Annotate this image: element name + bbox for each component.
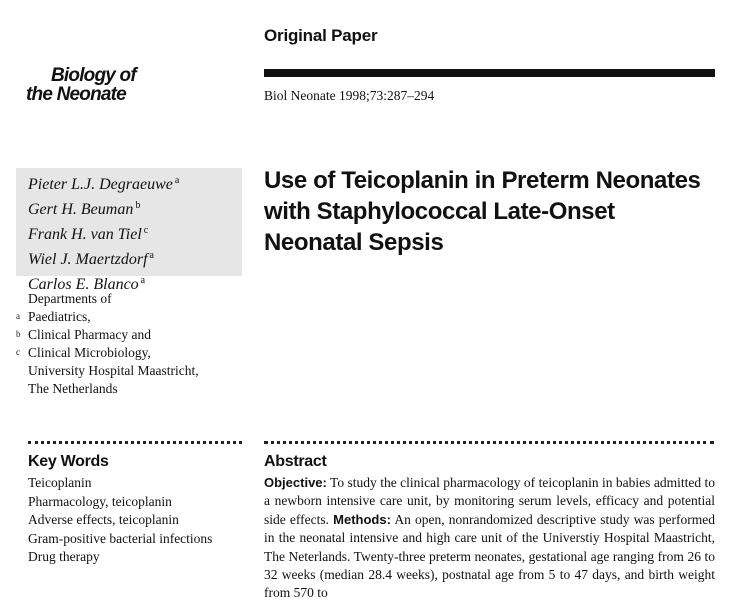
affiliations (14, 290, 249, 398)
affiliation-text: University Hospital Maastricht, (28, 363, 199, 378)
author-name: Wiel J. Maertzdorf (28, 251, 148, 268)
affiliation-text: Departments of (28, 291, 112, 306)
affiliation-mark: a (16, 311, 20, 321)
affiliation-text: The Netherlands (28, 381, 118, 396)
affiliation-mark: c (143, 225, 149, 236)
author-name: Pieter L.J. Degraeuwe (28, 176, 173, 193)
methods-text: An open, nonrandomized descriptive study was performed in the neonatal intensive and high care unit of the Universtiy Hospital Maastricht, The Neterlands. Twenty-three preterm neonates, gestational age ranging from 26 to 32 weeks (median 28.4 weeks), postnatal age from 5 to 47 days, and birth weight from 570 to (264, 511, 715, 601)
journal-logo-line-1: Biology of (51, 65, 136, 86)
abstract-heading: Abstract (264, 453, 327, 470)
affiliation-line (14, 308, 249, 326)
affiliation-text: Paediatrics, (28, 309, 91, 324)
key-word: Pharmacology, teicoplanin (28, 493, 172, 509)
affiliation-line (14, 344, 249, 362)
author-name: Frank H. van Tiel (28, 226, 142, 243)
affiliation-mark: a (140, 275, 146, 286)
affiliation-mark: b (16, 329, 21, 339)
affiliation-text: Clinical Microbiology, (28, 345, 151, 360)
key-word: Teicoplanin (28, 475, 92, 490)
key-words-list (28, 474, 253, 567)
key-word: Drug therapy (28, 549, 100, 564)
methods-label: Methods: (333, 511, 391, 527)
abstract-body (264, 474, 715, 603)
author (28, 245, 179, 270)
key-word: Adverse effects, teicoplanin (28, 512, 179, 527)
key-word: Gram-positive bacterial infections (28, 530, 213, 546)
affiliation-line (14, 326, 249, 344)
key-words-heading: Key Words (28, 453, 109, 470)
key-words-divider (28, 441, 242, 444)
abstract-divider (264, 441, 714, 444)
affiliation-line (14, 290, 249, 308)
author (28, 170, 179, 195)
journal-logo-line-2: the Neonate (26, 84, 126, 105)
objective-text: To study the clinical pharmacology of teicoplanin in babies admitted to a newborn intensive care unit, by monitoring serum levels, efficacy and potential side effects. (264, 475, 715, 527)
affiliation-text: Clinical Pharmacy and (28, 327, 151, 342)
affiliation-mark: b (135, 200, 141, 211)
journal-logo (26, 66, 156, 104)
objective-label: Objective: (264, 475, 327, 490)
citation: Biol Neonate 1998;73:287–294 (264, 88, 435, 103)
author-name: Gert H. Beuman (28, 201, 134, 218)
paper-title: Use of Teicoplanin in Preterm Neonates with Staphylococcal Late-Onset Neonatal Sepsis (264, 167, 701, 256)
affiliation-mark: a (174, 175, 180, 186)
header-rule (264, 69, 715, 77)
affiliation-mark: c (16, 347, 20, 357)
section-label: Original Paper (264, 26, 378, 45)
author-list (28, 170, 179, 295)
affiliation-line (14, 362, 249, 380)
author (28, 195, 179, 220)
affiliation-line (14, 380, 249, 398)
author-name: Carlos E. Blanco (28, 276, 139, 293)
affiliation-mark: a (149, 250, 154, 261)
author (28, 220, 179, 245)
